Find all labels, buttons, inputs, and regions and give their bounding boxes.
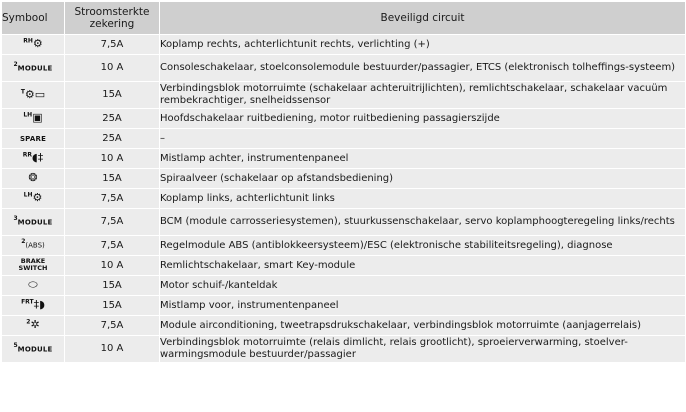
- air-conditioning-icon: [26, 319, 39, 331]
- icon-prefix: T: [20, 88, 25, 96]
- amperage-cell: 7,5A: [65, 209, 160, 236]
- circuit-cell: Remlichtschakelaar, smart Key-module: [160, 256, 686, 276]
- amperage-cell: 15A: [65, 296, 160, 316]
- amperage-cell: 7,5A: [65, 189, 160, 209]
- header-symbol: Symbool: [2, 2, 65, 35]
- symbol-cell: [2, 169, 65, 189]
- icon-prefix: RH: [23, 37, 33, 45]
- amperage-cell: 10 A: [65, 256, 160, 276]
- table-row: [2, 169, 686, 189]
- amperage-cell: 15A: [65, 169, 160, 189]
- circuit-cell: Hoofdschakelaar ruitbediening, motor ruitbediening passagierszijde: [160, 109, 686, 129]
- table-row: [2, 236, 686, 256]
- symbol-cell: [2, 35, 65, 55]
- clock-spring-icon: [28, 172, 37, 184]
- icon-prefix: 2: [26, 318, 31, 326]
- fuse-table-body: [2, 35, 686, 363]
- amperage-cell: 7,5A: [65, 316, 160, 336]
- amperage-cell: 15A: [65, 82, 160, 109]
- module-5-icon: [13, 343, 52, 354]
- spare-icon: [20, 134, 46, 144]
- symbol-cell: [2, 55, 65, 82]
- circuit-cell: Verbindingsblok motorruimte (schakelaar achteruitrijlichten), remlichtschakelaar, schakelaar vacuüm rembekrachtiger, snelheidssensor: [160, 82, 686, 109]
- icon-prefix: LH: [23, 111, 33, 119]
- icon-glyph: ✲: [30, 318, 40, 331]
- rh-headlamp-icon: [23, 38, 43, 50]
- circuit-cell: Consoleschakelaar, stoelconsolemodule bestuurder/passagier, ETCS (elektronisch tolheffings-systeem): [160, 55, 686, 82]
- icon-glyph: ‡◗: [33, 298, 45, 311]
- circuit-cell: BCM (module carrosseriesystemen), stuurkussenschakelaar, servo koplamphoogteregeling links/rechts: [160, 209, 686, 236]
- amperage-cell: 25A: [65, 109, 160, 129]
- module-2-icon: [13, 62, 52, 73]
- amperage-cell: 7,5A: [65, 35, 160, 55]
- icon-glyph: ◖‡: [31, 151, 44, 164]
- amperage-cell: 10 A: [65, 55, 160, 82]
- icon-prefix: 2: [13, 60, 18, 68]
- icon-prefix: RR: [22, 151, 32, 159]
- icon-label: MODULE: [17, 218, 53, 227]
- table-row: [2, 316, 686, 336]
- icon-prefix: 3: [13, 214, 18, 222]
- icon-glyph: ⚙: [32, 191, 43, 204]
- table-row: [2, 149, 686, 169]
- table-row: [2, 55, 686, 82]
- symbol-cell: [2, 129, 65, 149]
- lh-headlamp-icon: [24, 192, 43, 204]
- symbol-cell: [2, 236, 65, 256]
- icon-label: SPARE: [19, 134, 47, 143]
- symbol-cell: [2, 82, 65, 109]
- amperage-cell: 10 A: [65, 149, 160, 169]
- symbol-cell: [2, 336, 65, 363]
- symbol-cell: [2, 189, 65, 209]
- table-row: [2, 296, 686, 316]
- icon-prefix: 5: [13, 341, 18, 349]
- icon-prefix: LH: [23, 191, 33, 199]
- circuit-cell: Regelmodule ABS (antiblokkeersysteem)/ESC (elektronische stabiliteitsregeling), diagnose: [160, 236, 686, 256]
- brake-switch-icon: [19, 258, 48, 273]
- symbol-cell: [2, 276, 65, 296]
- table-row: [2, 129, 686, 149]
- table-row: [2, 109, 686, 129]
- circuit-cell: Koplamp links, achterlichtunit links: [160, 189, 686, 209]
- frt-fog-lamp-icon: [21, 299, 45, 311]
- abs-icon: [21, 239, 45, 250]
- circuit-cell: Verbindingsblok motorruimte (relais dimlicht, relais grootlicht), sproeierverwarming, stoelver-warmingsmodule bestuurder/passagier: [160, 336, 686, 363]
- icon-glyph: ❂: [28, 171, 38, 184]
- icon-glyph: ⚙: [32, 37, 43, 50]
- fuse-table: [1, 1, 686, 363]
- table-row: [2, 82, 686, 109]
- circuit-cell: Motor schuif-/kanteldak: [160, 276, 686, 296]
- table-row: [2, 35, 686, 55]
- symbol-cell: [2, 296, 65, 316]
- circuit-cell: –: [160, 129, 686, 149]
- table-row: [2, 209, 686, 236]
- table-row: [2, 189, 686, 209]
- table-row: [2, 256, 686, 276]
- symbol-cell: [2, 149, 65, 169]
- icon-label: BRAKE SWITCH: [18, 256, 48, 272]
- icon-glyph: ▣: [32, 111, 43, 124]
- symbol-cell: [2, 209, 65, 236]
- icon-glyph: ⬭: [28, 278, 38, 291]
- lh-power-window-icon: [23, 112, 42, 124]
- icon-prefix: FRT: [21, 298, 34, 306]
- header-row: [2, 2, 686, 35]
- amperage-cell: 25A: [65, 129, 160, 149]
- table-row: [2, 336, 686, 363]
- icon-prefix: 2: [21, 238, 26, 246]
- rr-fog-lamp-icon: [23, 152, 44, 164]
- icon-glyph: ⚙▭: [24, 87, 46, 101]
- sunroof-icon: [28, 279, 37, 291]
- circuit-cell: Koplamp rechts, achterlichtunit rechts, verlichting (+): [160, 35, 686, 55]
- icon-glyph: (ABS): [25, 241, 45, 250]
- symbol-cell: [2, 316, 65, 336]
- table-row: [2, 276, 686, 296]
- circuit-cell: Mistlamp voor, instrumentenpaneel: [160, 296, 686, 316]
- circuit-cell: Spiraalveer (schakelaar op afstandsbediening): [160, 169, 686, 189]
- module-3-icon: [13, 216, 52, 227]
- circuit-cell: Mistlamp achter, instrumentenpaneel: [160, 149, 686, 169]
- amperage-cell: 7,5A: [65, 236, 160, 256]
- symbol-cell: [2, 256, 65, 276]
- header-amperage: Stroomsterkte zekering: [65, 2, 160, 35]
- amperage-cell: 15A: [65, 276, 160, 296]
- symbol-cell: [2, 109, 65, 129]
- amperage-cell: 10 A: [65, 336, 160, 363]
- icon-label: MODULE: [17, 345, 53, 354]
- icon-label: MODULE: [17, 64, 53, 73]
- t-gear-icon: [21, 89, 45, 101]
- circuit-cell: Module airconditioning, tweetrapsdrukschakelaar, verbindingsblok motorruimte (aanjagerrelais): [160, 316, 686, 336]
- header-circuit: Beveiligd circuit: [160, 2, 686, 35]
